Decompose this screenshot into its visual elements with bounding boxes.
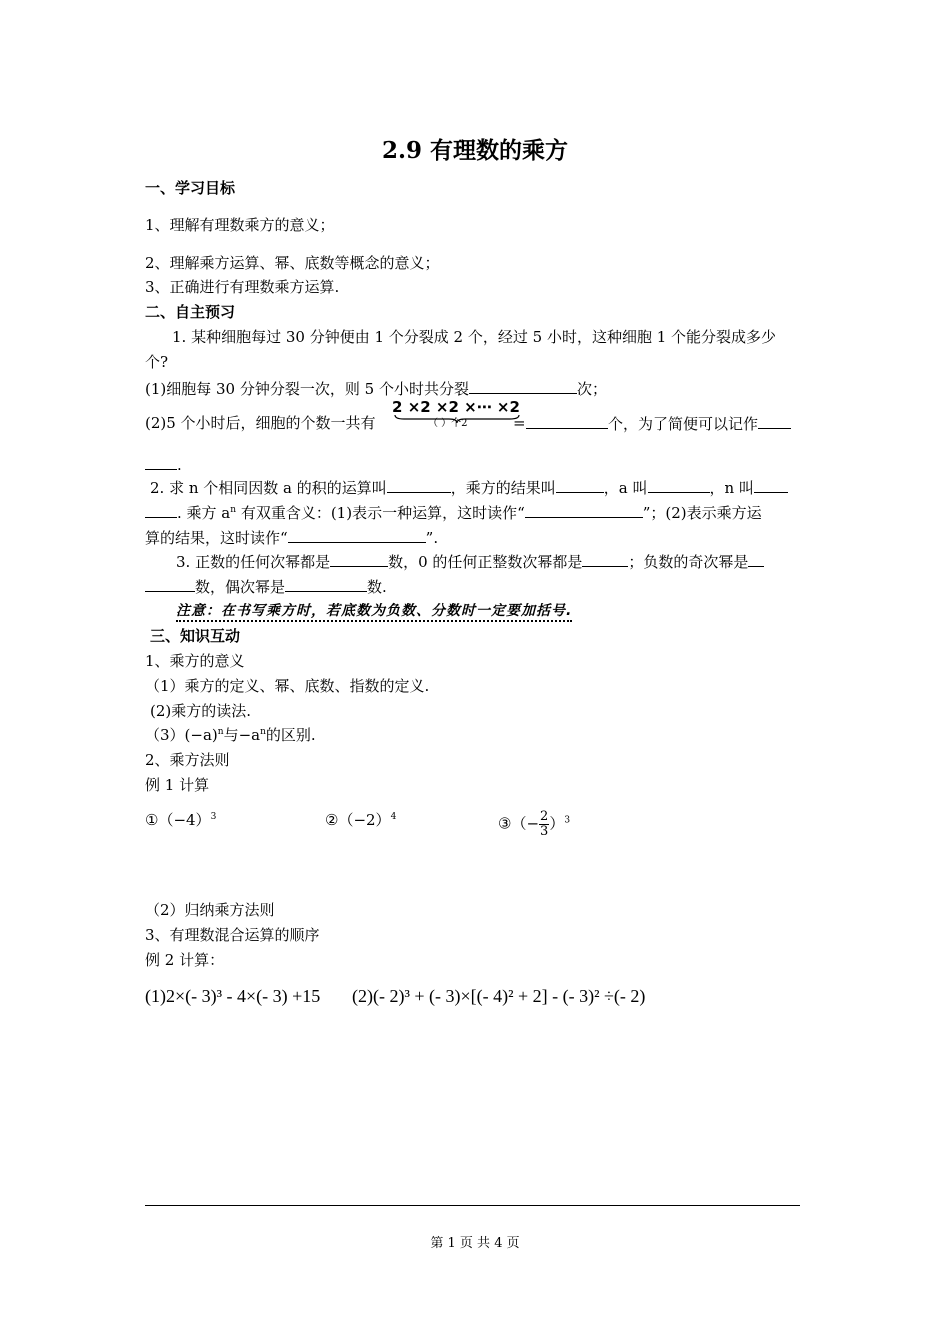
underbrace-count-label: （ ）个2 [428,418,468,429]
answer-blank[interactable] [145,454,177,470]
interaction-item-1a: （1）乘方的定义、幂、底数、指数的定义. [145,677,430,695]
question-1b-line-2 [145,454,182,475]
interaction-item-2: 2、乘方法则 [145,751,230,769]
goal-item-1: 1、理解有理数乘方的意义； [145,216,335,234]
example-1-c [498,810,570,839]
question-2-text-c: ，a 叫 [603,479,648,497]
question-3-text-d: 数，偶次幂是 [195,578,286,596]
answer-blank[interactable] [526,413,608,429]
question-2-text-d: ，n 叫 [709,479,754,497]
example-2-label: 例 2 计算： [145,951,225,969]
exponent: n [217,727,224,737]
answer-blank[interactable] [288,527,426,543]
question-3-text-c: ；负数的奇次幂是 [628,553,749,571]
answer-blank[interactable] [387,477,451,493]
answer-blank[interactable] [582,551,628,567]
question-2-line-3 [145,527,438,548]
question-2-text-a: 2. 求 n 个相同因数 a 的积的运算叫 [150,479,387,497]
question-2-line-2 [145,502,762,523]
answer-blank[interactable] [754,477,788,493]
question-1b-suffix: 个，为了简便可以记作 [608,415,759,433]
underbrace-product: 2 ×2 ×2 ×⋯ ×2 [392,398,520,416]
question-3-line-2 [145,576,387,597]
section-heading-preview: 二、自主预习 [145,303,236,321]
interaction-item-2b: （2）归纳乘方法则 [145,901,275,919]
footer-divider [145,1205,800,1206]
note [176,600,572,621]
exponent: n [260,727,266,737]
question-1a-text: (1)细胞每 30 分钟分裂一次，则 5 个小时共分裂 [145,380,469,398]
question-1b-rest [526,413,791,434]
question-1b-end: . [177,456,182,474]
section-heading-goals: 一、学习目标 [145,179,236,197]
question-2-text-b: ，乘方的结果叫 [450,479,556,497]
interaction-item-3: 3、有理数混合运算的顺序 [145,926,320,944]
interaction-item-1c-b: 与−a [223,726,261,744]
example-1-c-pre: ③（− [498,814,540,833]
page-title: 2.9 有理数的乘方 [381,137,569,164]
page-footer: 第 1 页 共 4 页 [430,1236,520,1251]
interaction-item-1b: (2)乘方的读法. [150,702,252,720]
question-1b-text: (2)5 个小时后，细胞的个数一共有 [145,414,376,432]
example-1-label: 例 1 计算 [145,776,210,794]
answer-blank[interactable] [330,551,388,567]
goal-item-2: 2、理解乘方运算、幂、底数等概念的意义； [145,254,440,272]
question-3-line-1 [176,551,764,572]
example-1-a [145,810,216,830]
answer-blank[interactable] [748,551,764,567]
question-2-text-g: ”；(2)表示乘方运 [642,504,762,522]
exponent: 3 [564,815,571,826]
answer-blank[interactable] [556,477,604,493]
example-1-b [325,810,396,830]
answer-blank[interactable] [758,413,791,429]
example-2-equation-1: (1)2×(- 3)³ - 4×(- 3) +15 [145,986,321,1006]
interaction-item-1c-c: 的区别. [265,726,316,744]
example-1-a-base: ①（−4） [145,811,211,829]
question-2-text-f: 有双重含义：(1)表示一种运算，这时读作“ [236,504,525,522]
answer-blank[interactable] [525,502,643,518]
question-1-line-2: 个? [145,353,169,371]
answer-blank[interactable] [648,477,710,493]
question-2-line-1 [150,477,788,498]
answer-blank[interactable] [145,502,177,518]
question-2-text-i: ”. [425,529,439,547]
question-2-text-h: 算的结果，这时读作“ [145,529,288,547]
question-1-line-1: 1. 某种细胞每过 30 分钟便由 1 个分裂成 2 个，经过 5 小时，这种细胞 1 个能分裂成多少 [172,328,777,346]
answer-blank[interactable] [469,378,577,394]
exponent: 4 [390,812,397,822]
interaction-item-1c [145,725,316,745]
note-text: 注意：在书写乘方时，若底数为负数、分数时一定要加括号. [176,603,572,622]
question-1a-suffix: 次； [576,380,607,398]
exponent: n [230,505,237,515]
example-1-b-base: ②（−2） [325,811,391,829]
exponent: 3 [210,812,217,822]
goal-item-3: 3、正确进行有理数乘方运算. [145,278,340,296]
equals-sign: = [513,414,526,432]
question-2-text-e: . 乘方 a [177,504,231,522]
interaction-item-1: 1、乘方的意义 [145,652,245,670]
fraction [539,810,549,839]
question-3-text-a: 3. 正数的任何次幂都是 [176,553,331,571]
example-2-equation-2: (2)(- 2)³ + (- 3)×[(- 4)² + 2] - (- 3)² ÷(- 2) [352,986,646,1006]
question-1a [145,378,607,399]
answer-blank[interactable] [145,576,195,592]
section-heading-interaction: 三、知识互动 [150,627,241,645]
question-3-text-b: 数，0 的任何正整数次幂都是 [388,553,583,571]
example-1-c-post: ） [549,814,565,833]
question-3-text-e: 数. [367,578,387,596]
fraction-numerator: 2 [540,809,549,824]
interaction-item-1c-a: （3）(−a) [145,726,218,744]
answer-blank[interactable] [285,576,367,592]
fraction-denominator: 3 [540,824,549,839]
